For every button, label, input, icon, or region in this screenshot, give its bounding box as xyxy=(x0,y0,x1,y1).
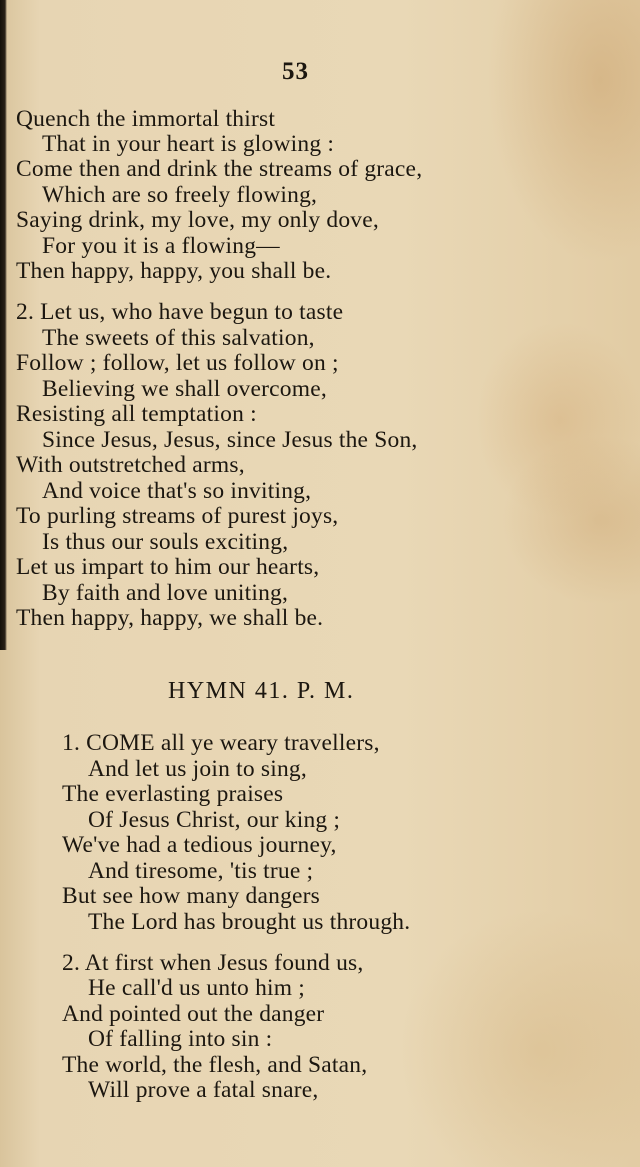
verse-line: Resisting all temptation : xyxy=(16,401,257,427)
verse-line: Then happy, happy, you shall be. xyxy=(16,258,332,284)
book-spine-shadow xyxy=(0,0,7,650)
verse-line: And let us join to sing, xyxy=(88,756,307,782)
verse-line: Is thus our souls exciting, xyxy=(42,529,289,555)
verse-line: Then happy, happy, we shall be. xyxy=(16,605,324,631)
verse-line: And tiresome, 'tis true ; xyxy=(88,858,314,884)
verse-line: The sweets of this salvation, xyxy=(42,325,315,351)
verse-line: Come then and drink the streams of grace, xyxy=(16,156,423,182)
verse-line: The world, the flesh, and Satan, xyxy=(62,1052,368,1078)
verse-line: That in your heart is glowing : xyxy=(42,131,335,157)
verse-line: 1. COME all ye weary travellers, xyxy=(62,730,380,756)
verse-line: Saying drink, my love, my only dove, xyxy=(16,207,379,233)
verse-line: We've had a tedious journey, xyxy=(62,832,337,858)
verse-line: The everlasting praises xyxy=(62,781,284,807)
verse-line: Since Jesus, Jesus, since Jesus the Son, xyxy=(42,427,418,453)
verse-line: Of Jesus Christ, our king ; xyxy=(88,807,341,833)
verse-line: Which are so freely flowing, xyxy=(42,182,318,208)
verse-line: Follow ; follow, let us follow on ; xyxy=(16,350,339,376)
verse-line: And pointed out the danger xyxy=(62,1001,325,1027)
verse-line: Of falling into sin : xyxy=(88,1026,273,1052)
verse-line: For you it is a flowing— xyxy=(42,233,280,259)
verse-line: With outstretched arms, xyxy=(16,452,245,478)
verse-line: To purling streams of purest joys, xyxy=(16,503,339,529)
verse-line: And voice that's so inviting, xyxy=(42,478,312,504)
verse-line: Believing we shall overcome, xyxy=(42,376,327,402)
verse-line: But see how many dangers xyxy=(62,883,321,909)
verse-line: The Lord has brought us through. xyxy=(88,909,411,935)
verse-line: He call'd us unto him ; xyxy=(88,975,306,1001)
page-number: 53 xyxy=(282,58,309,85)
verse-line: Will prove a fatal snare, xyxy=(88,1077,319,1103)
verse-line: Let us impart to him our hearts, xyxy=(16,554,320,580)
verse-line: Quench the immortal thirst xyxy=(16,106,276,132)
verse-line: By faith and love uniting, xyxy=(42,580,289,606)
verse-line: 2. At first when Jesus found us, xyxy=(62,950,364,976)
hymn-title: HYMN 41. P. M. xyxy=(168,678,355,704)
verse-line: 2. Let us, who have begun to taste xyxy=(16,299,344,325)
